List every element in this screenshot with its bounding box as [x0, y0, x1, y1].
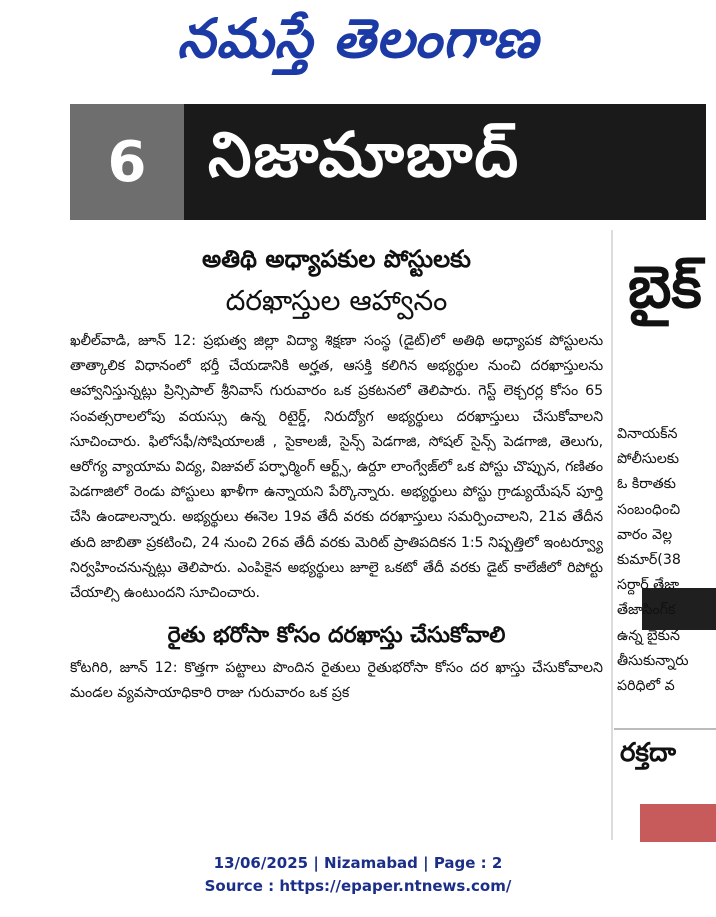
article1-headline-line2: దరఖాస్తుల ఆహ్వానం — [225, 284, 448, 317]
article1-body: ఖలీల్‌వాడి, జూన్ 12: ప్రభుత్వ జిల్లా విద్యా శిక్షణా సంస్థ (డైట్)లో అతిథి అధ్యాపక పోస్టులను తాత్కాలిక విధానంలో భర్తీ చేయడానికి అర్హత, ఆసక్తి కలిగిన అభ్యర్థుల నుంచి దరఖాస్తులను ఆహ్వానిస్తున్నట్లు ప్రిన్సిపాల్ శ్రీనివాస్ గురువారం ఒక ప్రకటనలో తెలిపారు. గెస్ట్ లెక్చరర్ల కోసం 65 సంవత్సరాలలోపు వయస్సు ఉన్న రిటైర్డ్, నిరుద్యోగ అభ్యర్థులు దరఖాస్తులు చేసుకోవాలని సూచించారు. ఫిలోసఫీ/సోషియాలజీ , సైకాలజీ, సైన్స్ పెడగాజి, సోషల్ సైన్స్ పెడగాజి, తెలుగు, ఆరోగ్య వ్యాయామ విద్య, విజువల్ పర్ఫార్మింగ్ ఆర్ట్స్, ఉర్దూ లాంగ్వేజ్‌లో ఒక పోస్టు చొప్పున, గణితం పెడగాజిలో రెండు పోస్టులు ఖాళీగా ఉన్నాయని పేర్కొన్నారు. అభ్యర్థులు పోస్టు గ్రాడ్యుయేషన్ పూర్తి చేసి ఉండాలన్నారు. అభ్యర్థులు ఈనెల 19వ తేదీ వరకు దరఖాస్తులు సమర్పించాలని, 21వ తేదీన తుది జాబితా ప్రకటించి, 24 నుంచి 26వ తేదీ వరకు మెరిట్ ప్రాతిపదికన 1:5 నిష్పత్తిలో ఇంటర్వ్యూ నిర్వహించనున్నట్లు తెలిపారు. ఎంపికైన అభ్యర్థులు జూలై ఒకటో తేదీ వరకు డైట్ కాలేజీలో రిపోర్టు చేయాల్సి ఉంటుందని సూచించారు. — [70, 333, 603, 602]
side-photo — [640, 804, 716, 842]
newspaper-logo: నమస్తే తెలంగాణ — [177, 6, 539, 70]
side-article2-headline: రక్తదా — [620, 738, 677, 768]
side-divider — [614, 728, 716, 730]
side-article-line: పరిధిలో వ — [617, 677, 675, 694]
side-column — [614, 232, 716, 842]
banner-edge — [706, 104, 716, 220]
side-article-line: సర్దార్ తేజా — [617, 577, 680, 594]
side-article-line: కుమార్(38 — [617, 551, 681, 568]
footer-date-line: 13/06/2025 | Nizamabad | Page : 2 — [213, 854, 503, 872]
side-article-body — [617, 422, 716, 699]
column-divider — [611, 230, 613, 840]
side-article-line: సంబంధించి — [617, 501, 681, 518]
side-article-line: ఓ కిరాతకు — [617, 476, 676, 493]
article2-headline: రైతు భరోసా కోసం దరఖాస్తు చేసుకోవాలి — [167, 623, 506, 649]
side-article-line: ఉన్న బైకున — [617, 627, 680, 644]
section-title: నిజామాబాద్ — [208, 118, 521, 191]
main-column — [70, 232, 603, 708]
page-footer — [0, 852, 716, 898]
side-article-line: తేజాసింగ్‌క — [617, 602, 676, 619]
side-article-line: వినాయక్‌న — [617, 426, 678, 442]
side-article-line: తీసుకున్నారు — [617, 652, 689, 669]
article2-body: కోటగిరి, జూన్ 12: కొత్తగా పట్టాలు పొందిన రైతులు రైతుభరోసా కోసం దర ఖాస్తు చేసుకోవాలని మండల వ్యవసాయాధికారి రాజు గురువారం ఒక ప్రక — [70, 660, 603, 702]
side-article-headline: బైక్ — [628, 253, 702, 321]
footer-source-link[interactable]: Source : https://epaper.ntnews.com/ — [204, 877, 512, 895]
article1-headline-line1: అతిథి అధ్యాపకుల పోస్టులకు — [202, 245, 471, 273]
page-number: 6 — [70, 104, 184, 220]
masthead — [0, 0, 716, 90]
side-article-line: పోలీసులకు — [617, 451, 680, 468]
side-article-line: వారం వెల్ల — [617, 526, 673, 543]
section-banner — [70, 104, 716, 220]
